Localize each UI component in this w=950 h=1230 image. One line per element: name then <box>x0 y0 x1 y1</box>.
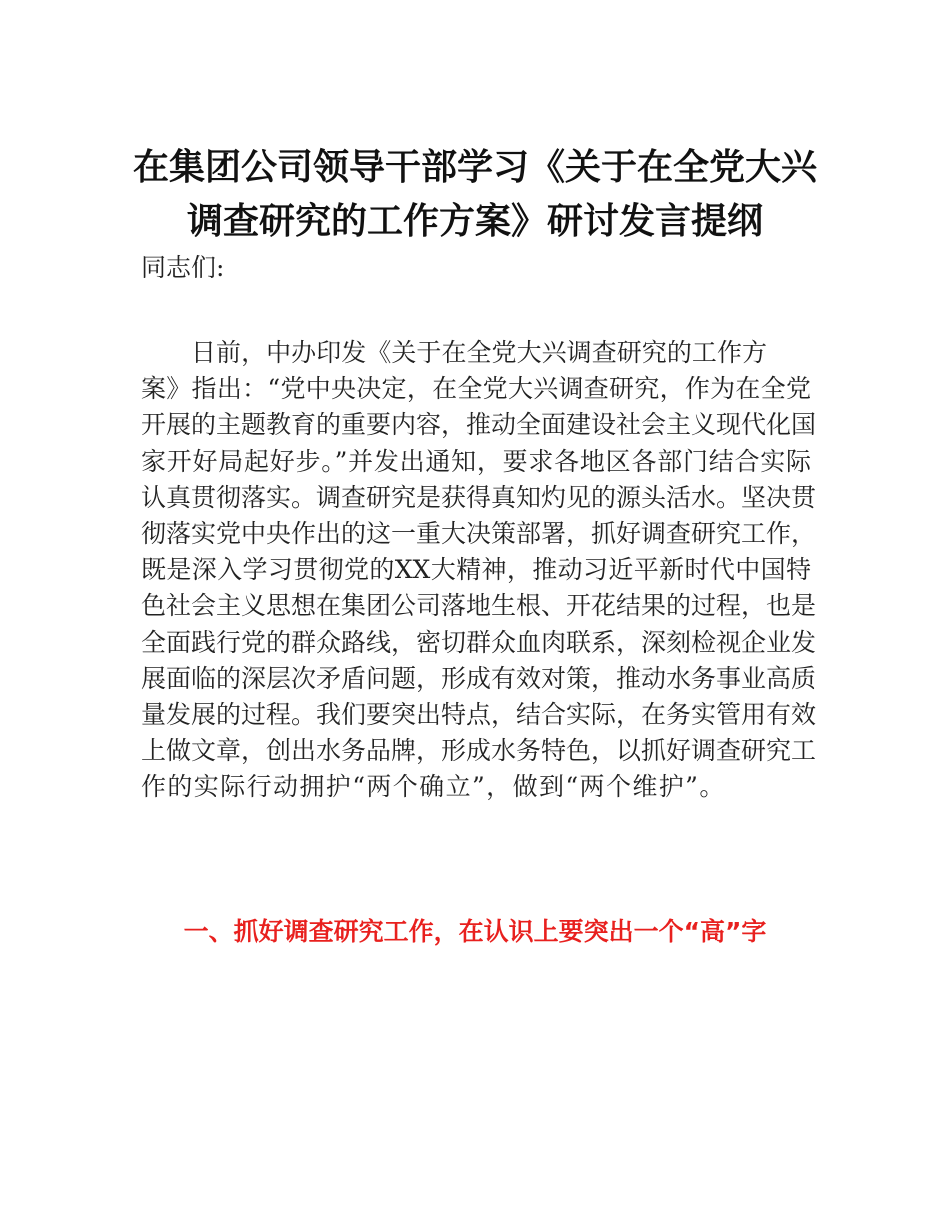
body-paragraph <box>141 335 817 805</box>
body-line: 彻落实党中央作出的这一重大决策部署，抓好调查研究工作， <box>141 518 817 548</box>
body-line: 量发展的过程。我们要突出特点，结合实际，在务实管用有效 <box>141 699 817 729</box>
document-title-line-1: 在集团公司领导干部学习《关于在全党大兴 <box>132 146 817 188</box>
body-line: 上做文章，创出水务品牌，形成水务特色，以抓好调查研究工 <box>141 736 817 766</box>
body-line: 认真贯彻落实。调查研究是获得真知灼见的源头活水。坚决贯 <box>141 482 817 512</box>
body-line: 作的实际行动拥护“两个确立”，做到“两个维护”。 <box>141 772 726 802</box>
body-line: 日前，中办印发《关于在全党大兴调查研究的工作方 <box>191 338 767 367</box>
section-heading: 一、抓好调查研究工作，在认识上要突出一个“高”字 <box>183 917 767 946</box>
body-line: 既是深入学习贯彻党的XX大精神，推动习近平新时代中国特 <box>141 555 811 585</box>
document-title <box>100 140 850 248</box>
document-title-line-2: 调查研究的工作方案》研讨发言提纲 <box>186 200 763 242</box>
body-line: 全面践行党的群众路线，密切群众血肉联系，深刻检视企业发 <box>141 627 817 657</box>
body-line: 展面临的深层次矛盾问题，形成有效对策，推动水务事业高质 <box>141 663 817 693</box>
body-line: 开展的主题教育的重要内容，推动全面建设社会主义现代化国 <box>141 410 817 440</box>
body-line: 案》指出：“党中央决定，在全党大兴调查研究，作为在全党 <box>141 374 811 404</box>
body-line: 色社会主义思想在集团公司落地生根、开花结果的过程，也是 <box>141 591 817 621</box>
salutation: 同志们: <box>141 253 225 282</box>
body-line: 家开好局起好步。”并发出通知，要求各地区各部门结合实际 <box>141 446 811 476</box>
